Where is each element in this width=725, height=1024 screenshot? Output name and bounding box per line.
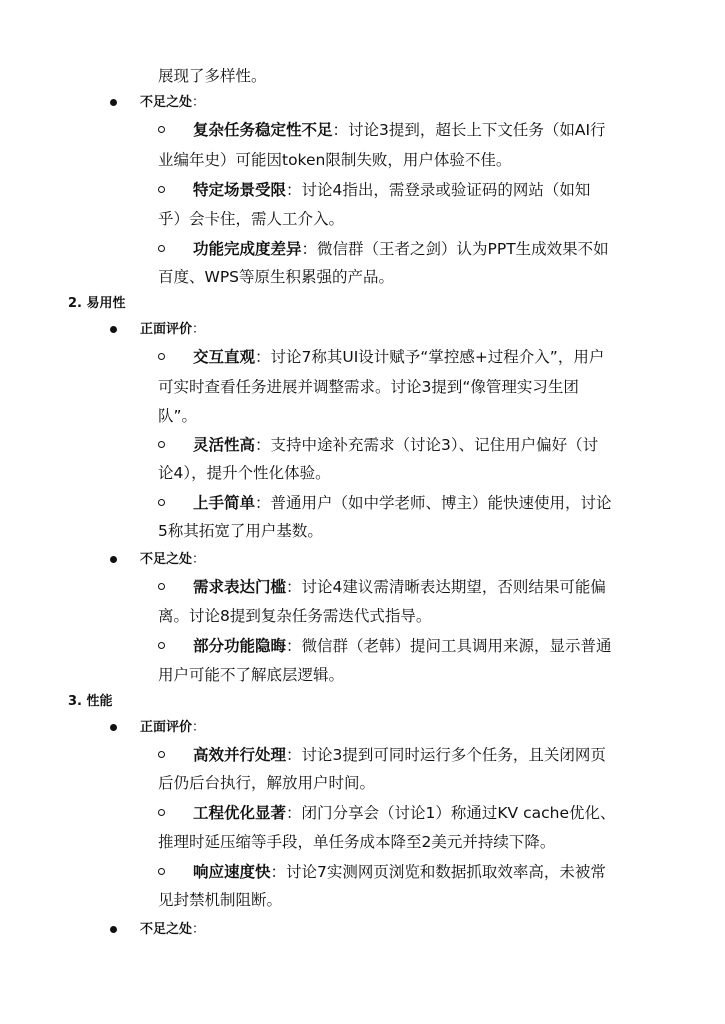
list-item-continuation: 论4），提升个性化体验。 <box>158 464 331 482</box>
list-item: 响应速度快：讨论7实测网页浏览和数据抓取效率高，未被常 <box>193 863 606 881</box>
circle-bullet-icon <box>158 583 165 590</box>
circle-bullet-icon <box>158 353 165 360</box>
sublist-label: 不足之处： <box>140 95 206 110</box>
list-item-continuation: 5称其拓宽了用户基数。 <box>158 522 323 540</box>
circle-bullet-icon <box>158 499 165 506</box>
list-item-continuation: 百度、WPS等原生积累强的产品。 <box>158 268 395 286</box>
circle-bullet-icon <box>158 868 165 875</box>
section-heading: 2. 易用性 <box>68 296 126 311</box>
sublist-label: 不足之处： <box>140 552 206 567</box>
circle-bullet-icon <box>158 809 165 816</box>
list-item: 需求表达门槛：讨论4建议需清晰表达期望，否则结果可能偏 <box>193 578 606 596</box>
bullet-icon <box>110 556 117 563</box>
list-item: 高效并行处理：讨论3提到可同时运行多个任务，且关闭网页 <box>193 746 606 764</box>
list-item: 功能完成度差异：微信群（王者之剑）认为PPT生成效果不如 <box>193 240 609 258</box>
list-item-continuation: 推理时延压缩等手段，单任务成本降至2美元并持续下降。 <box>158 833 556 851</box>
list-item-continuation: 可实时查看任务进展并调整需求。讨论3提到“像管理实习生团 <box>158 378 579 396</box>
list-item-continuation: 业编年史）可能因token限制失败，用户体验不佳。 <box>158 151 512 169</box>
sublist-label: 正面评价： <box>140 720 206 735</box>
sublist-label: 正面评价： <box>140 322 206 337</box>
circle-bullet-icon <box>158 642 165 649</box>
circle-bullet-icon <box>158 751 165 758</box>
list-item: 交互直观：讨论7称其UI设计赋予“掌控感+过程介入”，用户 <box>193 348 605 366</box>
list-item-continuation: 后仍后台执行，解放用户时间。 <box>158 774 376 792</box>
paragraph-line: 展现了多样性。 <box>158 67 267 85</box>
bullet-icon <box>110 99 117 106</box>
circle-bullet-icon <box>158 441 165 448</box>
bullet-icon <box>110 926 117 933</box>
list-item-continuation: 乎）会卡住，需人工介入。 <box>158 210 345 228</box>
list-item-continuation: 离。讨论8提到复杂任务需迭代式指导。 <box>158 607 432 625</box>
list-item-continuation: 队”。 <box>158 407 198 425</box>
list-item-continuation: 用户可能不了解底层逻辑。 <box>158 666 345 684</box>
list-item: 上手简单：普通用户（如中学老师、博主）能快速使用，讨论 <box>193 494 612 512</box>
bullet-icon <box>110 724 117 731</box>
list-item: 复杂任务稳定性不足：讨论3提到，超长上下文任务（如AI行 <box>193 121 606 139</box>
bullet-icon <box>110 326 117 333</box>
list-item-continuation: 见封禁机制阻断。 <box>158 891 283 909</box>
circle-bullet-icon <box>158 126 165 133</box>
circle-bullet-icon <box>158 245 165 252</box>
sublist-label: 不足之处： <box>140 922 206 937</box>
section-heading: 3. 性能 <box>68 694 113 709</box>
list-item: 工程优化显著：闭门分享会（讨论1）称通过KV cache优化、 <box>193 804 616 822</box>
list-item: 灵活性高：支持中途补充需求（讨论3）、记住用户偏好（讨 <box>193 436 599 454</box>
list-item: 部分功能隐晦：微信群（老韩）提问工具调用来源，显示普通 <box>193 637 612 655</box>
circle-bullet-icon <box>158 186 165 193</box>
list-item: 特定场景受限：讨论4指出，需登录或验证码的网站（如知 <box>193 181 591 199</box>
